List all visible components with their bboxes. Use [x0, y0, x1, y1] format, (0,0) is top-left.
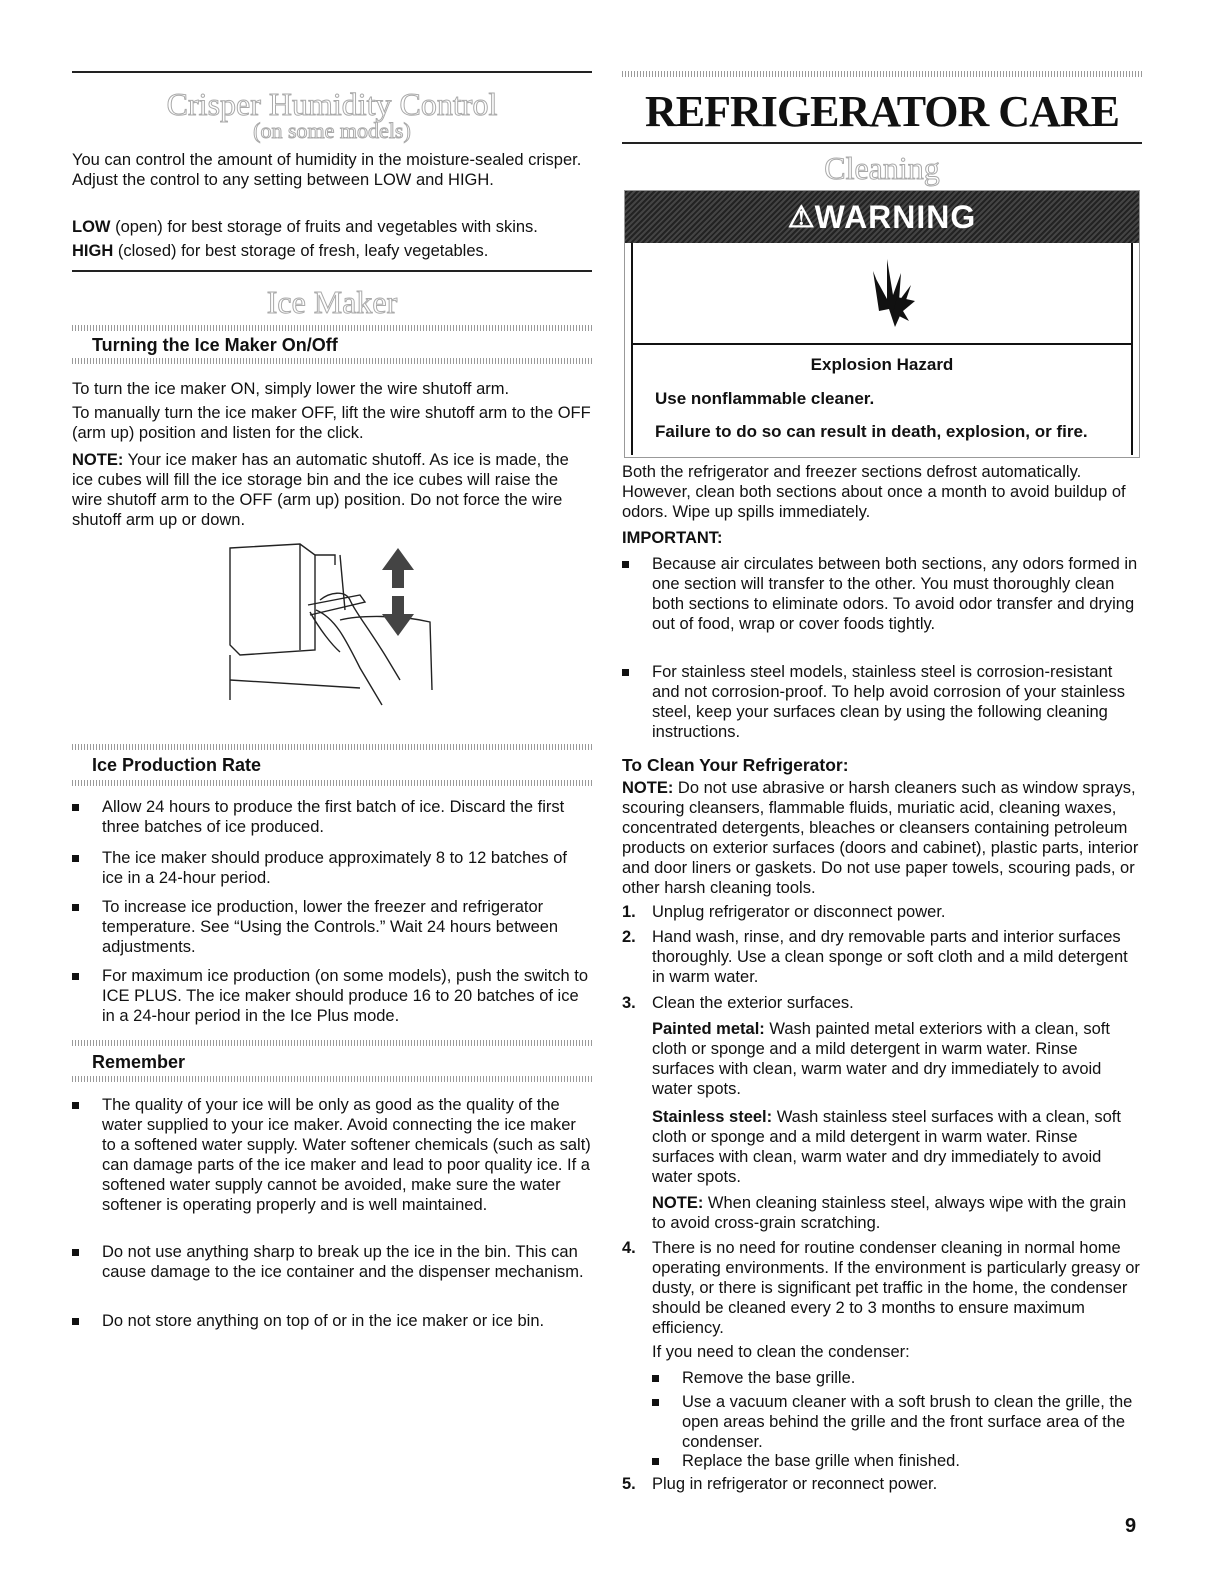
important-label: IMPORTANT: — [622, 529, 723, 547]
crisper-subtitle: (on some models) — [253, 118, 411, 143]
turning-heading: Turning the Ice Maker On/Off — [92, 335, 338, 355]
stainless-note: NOTE: When cleaning stainless steel, always wipe with the grain to avoid cross-grain scratching. — [652, 1194, 1127, 1232]
list-item: The ice maker should produce approximately 8 to 12 batches of ice in a 24-hour period. — [72, 848, 592, 888]
list-item: Do not store anything on top of or in the ice maker or ice bin. — [72, 1311, 592, 1335]
warning-icon: ⚠ — [787, 200, 815, 234]
condenser-intro: If you need to clean the condenser: — [652, 1343, 910, 1361]
step-5: 5. Plug in refrigerator or reconnect power. — [622, 1475, 938, 1493]
list-item: To increase ice production, lower the freezer and refrigerator temperature. See “Using the Controls.” Wait 24 hours between adjustments. — [72, 897, 592, 957]
crisper-low: LOW (open) for best storage of fruits and vegetables with skins. — [72, 218, 538, 236]
hatch-divider — [72, 1076, 592, 1082]
warning-message — [631, 343, 1133, 455]
warning-label: WARNING — [814, 198, 977, 235]
remember-heading: Remember — [92, 1052, 186, 1072]
hazard-title: Explosion Hazard — [810, 355, 954, 374]
list-item: Remove the base grille. — [652, 1368, 1142, 1390]
list-item: Allow 24 hours to produce the first batch of ice. Discard the first three batches of ice produced. — [72, 797, 592, 837]
step-1: 1. Unplug refrigerator or disconnect power. — [622, 903, 946, 921]
main-title: REFRIGERATOR CARE — [645, 87, 1119, 136]
list-item: The quality of your ice will be only as good as the quality of the water supplied to your ice maker. Avoid connecting the ice maker to a softened water supply. Water softener chemicals (such as salt) can damage parts of the ice maker and lead to poor quality ice. If a softened water supply cannot be avoided, make sure the water softener is operating properly and is well maintained. — [72, 1095, 592, 1235]
painted-metal: Painted metal: Wash painted metal exteriors with a clean, soft cloth or sponge and a mild detergent in warm water. Rinse surfaces with clean, warm water and dry immediately to avoid water spots. — [652, 1020, 1110, 1098]
top-rule-left — [72, 71, 592, 73]
cleaning-intro: Both the refrigerator and freezer sections defrost automatically. However, clean both sections about once a month to avoid buildup of odors. Wipe up spills immediately. — [622, 463, 1126, 521]
icemaker-title: Ice Maker — [266, 284, 398, 320]
turn-off-text: To manually turn the ice maker OFF, lift the wire shutoff arm to the OFF (arm up) position and listen for the click. — [72, 404, 591, 442]
title-rule — [622, 142, 1142, 144]
explosion-icon — [851, 251, 931, 331]
warning-box — [624, 190, 1140, 458]
hatch-divider — [72, 744, 592, 750]
production-heading: Ice Production Rate — [92, 755, 262, 775]
top-hatch-right — [622, 71, 1142, 77]
hazard-line-1: Use nonflammable cleaner. — [655, 389, 875, 408]
hatch-divider — [72, 1040, 592, 1046]
crisper-body: You can control the amount of humidity in the moisture-sealed crisper. Adjust the control to any setting between LOW and HIGH. — [72, 151, 582, 189]
cleaning-title: Cleaning — [824, 150, 940, 186]
step-4: 4. There is no need for routine condenser cleaning in normal home operating environments. If the environment is particularly greasy or dusty, or there is significant pet traffic in the home, the condenser should be cleaned every 2 to 3 months to ensure maximum efficiency. — [622, 1239, 1140, 1337]
turn-on-text: To turn the ice maker ON, simply lower the wire shutoff arm. — [72, 380, 510, 398]
ice-maker-illustration — [220, 540, 460, 720]
crisper-title: Crisper Humidity Control — [166, 86, 498, 122]
list-item: For stainless steel models, stainless steel is corrosion-resistant and not corrosion-proof. To help avoid corrosion of your stainless steel, keep your surfaces clean by using the following cleaning instructions. — [622, 662, 1142, 742]
list-item: For maximum ice production (on some models), push the switch to ICE PLUS. The ice maker should produce 16 to 20 batches of ice in a 24-hour period in the Ice Plus mode. — [72, 966, 592, 1026]
list-item: Replace the base grille when finished. — [652, 1451, 1142, 1473]
step-3: 3. Clean the exterior surfaces. — [622, 994, 854, 1012]
stainless-steel: Stainless steel: Wash stainless steel surfaces with a clean, soft cloth or sponge and a mild detergent in warm water. Rinse surfaces with clean, warm water and dry immediately to avoid water spots. — [652, 1108, 1121, 1186]
clean-heading: To Clean Your Refrigerator: — [622, 755, 849, 775]
step-2: 2. Hand wash, rinse, and dry removable parts and interior surfaces thoroughly. Use a clean sponge or soft cloth and a mild detergent in warm water. — [622, 928, 1128, 986]
hatch-divider — [72, 358, 592, 364]
warning-banner — [625, 191, 1139, 243]
icemaker-note: NOTE: Your ice maker has an automatic shutoff. As ice is made, the ice cubes will fill the ice storage bin and the ice cubes will raise the wire shutoff arm to the OFF (arm up) position. Do not force the wire shutoff arm up or down. — [72, 451, 569, 529]
clean-note: NOTE: Do not use abrasive or harsh cleaners such as window sprays, scouring cleansers, flammable fluids, muriatic acid, cleaning waxes, concentrated detergents, bleaches or cleansers containing petroleum products on exterior surfaces (doors and cabinet), plastic parts, interior and door liners or gaskets. Do not use paper towels, scouring pads, or other harsh cleaning tools. — [622, 779, 1139, 897]
hazard-line-2: Failure to do so can result in death, explosion, or fire. — [655, 422, 1088, 441]
crisper-high: HIGH (closed) for best storage of fresh, leafy vegetables. — [72, 242, 489, 260]
section-rule-icemaker — [72, 270, 592, 272]
hatch-divider — [72, 780, 592, 786]
list-item: Use a vacuum cleaner with a soft brush to clean the grille, the open areas behind the grille and the front surface area of the condenser. — [652, 1392, 1142, 1452]
warning-symbol-area — [631, 243, 1133, 343]
page-number: 9 — [1125, 1515, 1137, 1537]
hatch-divider — [72, 325, 592, 331]
list-item: Because air circulates between both sections, any odors formed in one section will transfer to the other. You must thoroughly clean both sections to eliminate odors. To avoid odor transfer and drying out of food, wrap or cover foods tightly. — [622, 554, 1142, 654]
list-item: Do not use anything sharp to break up the ice in the bin. This can cause damage to the ice container and the dispenser mechanism. — [72, 1242, 592, 1302]
